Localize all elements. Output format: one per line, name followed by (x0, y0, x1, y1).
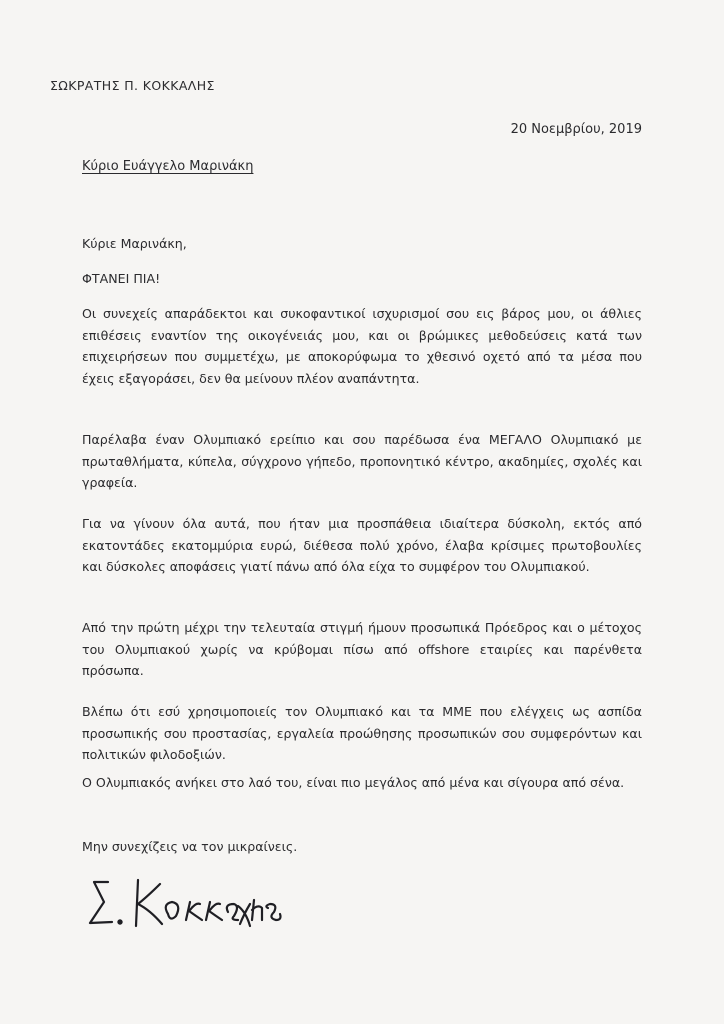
greeting: Κύριε Μαρινάκη, (82, 236, 187, 251)
paragraph-1: Οι συνεχείς απαράδεκτοι και συκοφαντικοί ισχυρισμοί σου εις βάρος μου, οι άθλιες επιθέσεις εναντίον της οικογένειάς μου, και οι βρώμικες μεθοδεύσεις κατά των επιχειρήσεων που συμμετέχω, με αποκορύφωμα το χθεσινό οχετό από τα μέσα που έχεις εξαγοράσει, δεν θα μείνουν πλέον αναπάντητα. (82, 306, 642, 386)
exclamation: ΦΤΑΝΕΙ ΠΙΑ! (82, 271, 161, 286)
paragraph-6: Ο Ολυμπιακός ανήκει στο λαό του, είναι πιο μεγάλος από μένα και σίγουρα από σένα. (82, 775, 625, 790)
paragraph-5: Βλέπω ότι εσύ χρησιμοποιείς τον Ολυμπιακό και τα ΜΜΕ που ελέγχεις ως ασπίδα προσωπικής σου προστασίας, εργαλεία προώθησης προσωπικών σου συμφερόντων και πολιτικών φιλοδοξιών. (82, 704, 642, 763)
handwritten-signature (78, 868, 293, 938)
letter-date: 20 Νοεμβρίου, 2019 (510, 122, 642, 137)
paragraph-4: Από την πρώτη μέχρι την τελευταία στιγμή ήμουν προσωπικά Πρόεδρος και ο μέτοχος του Ολυμπιακού χωρίς να κρύβομαι πίσω από offshore εταιρίες και παρένθετα πρόσωπα. (82, 620, 642, 679)
closing-line: Μην συνεχίζεις να τον μικραίνεις. (82, 839, 298, 854)
sender-name: ΣΩΚΡΑΤΗΣ Π. ΚΟΚΚΑΛΗΣ (50, 78, 215, 93)
recipient-line: Κύριο Ευάγγελο Μαρινάκη (82, 159, 254, 174)
paragraph-3: Για να γίνουν όλα αυτά, που ήταν μια προσπάθεια ιδιαίτερα δύσκολη, εκτός από εκατοντάδες εκατομμύρια ευρώ, διέθεσα πολύ χρόνο, έλαβα κρίσιμες πρωτοβουλίες και δύσκολες αποφάσεις γιατί πάνω από όλα είχα το συμφέρον του Ολυμπιακού. (82, 516, 642, 575)
paragraph-2: Παρέλαβα έναν Ολυμπιακό ερείπιο και σου παρέδωσα ένα ΜΕΓΑΛΟ Ολυμπιακό με πρωταθλήματα, κύπελα, σύγχρονο γήπεδο, προπονητικό κέντρο, ακαδημίες, σχολές και γραφεία. (82, 432, 642, 491)
